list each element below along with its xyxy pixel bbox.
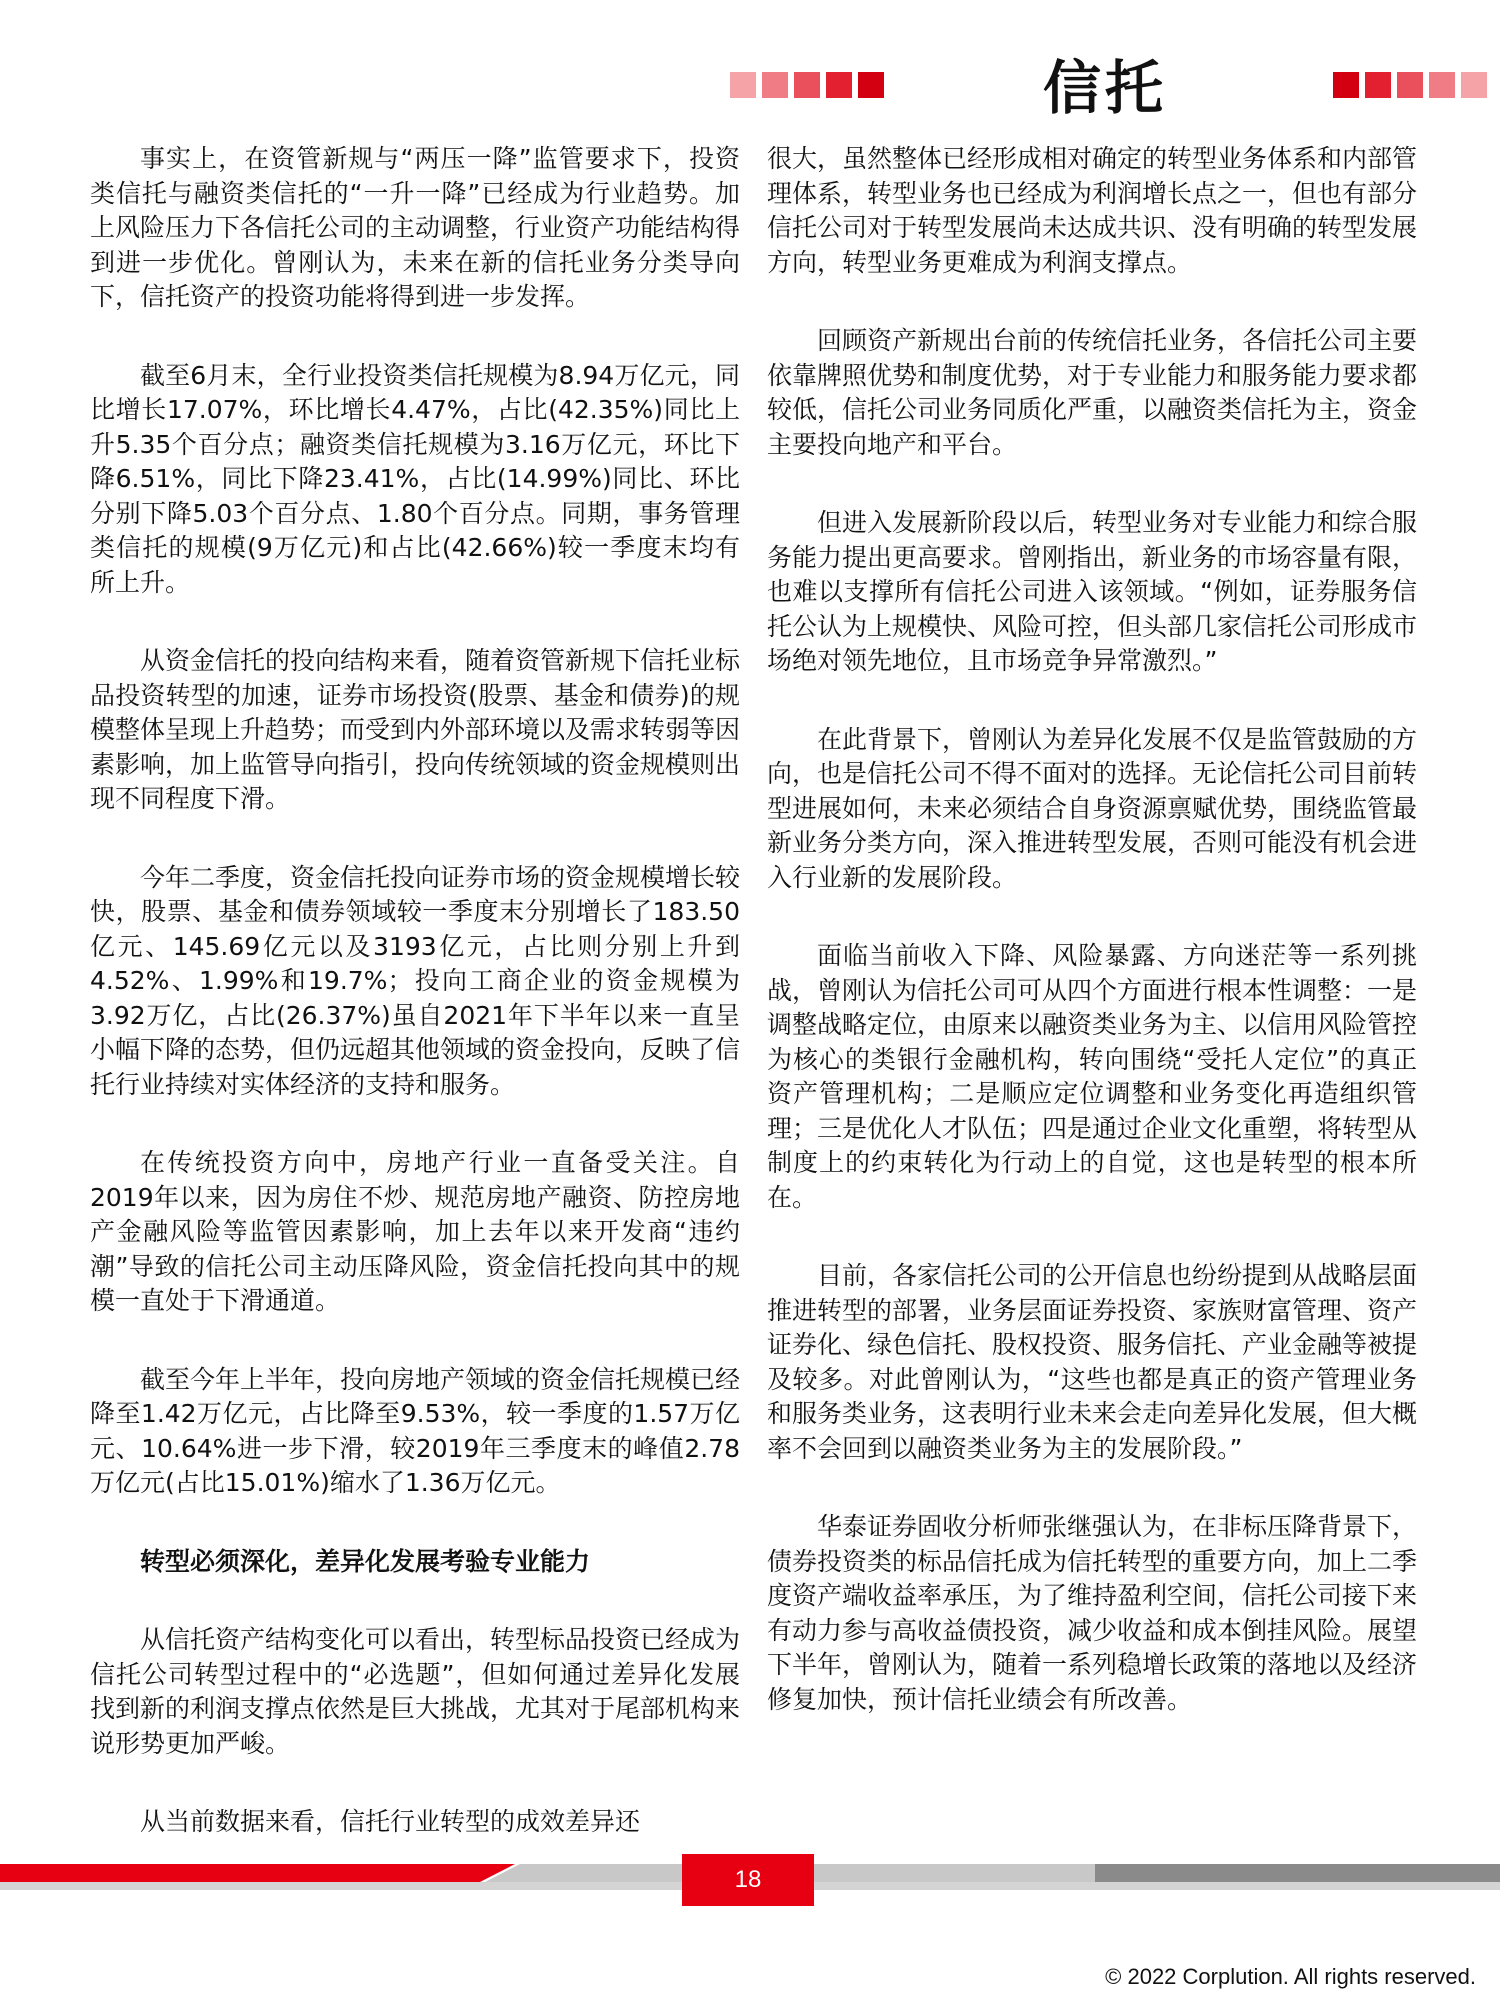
decorative-square	[794, 72, 820, 98]
paragraph: 很大，虽然整体已经形成相对确定的转型业务体系和内部管理体系，转型业务也已经成为利润增长点之一，但也有部分信托公司对于转型发展尚未达成共识、没有明确的转型发展方向，转型业务更难成为利润支撑点。	[767, 144, 1418, 277]
decorative-square	[826, 72, 852, 98]
footer-grey-stripe-dark	[1095, 1864, 1500, 1882]
paragraph: 在传统投资方向中，房地产行业一直备受关注。自2019年以来，因为房住不炒、规范房地产融资、防控房地产金融风险等监管因素影响，加上去年以来开发商“违约潮”导致的信托公司主动压降风险，资金信托投向其中的规模一直处于下滑通道。	[90, 1148, 740, 1315]
footer-red-stripe	[0, 1864, 515, 1882]
decorative-square	[1333, 72, 1359, 98]
paragraph: 回顾资产新规出台前的传统信托业务，各信托公司主要依靠牌照优势和制度优势，对于专业能力和服务能力要求都较低，信托公司业务同质化严重，以融资类信托为主，资金主要投向地产和平台。	[767, 326, 1418, 459]
paragraph: 从当前数据来看，信托行业转型的成效差异还	[140, 1807, 641, 1836]
decorative-square	[1397, 72, 1423, 98]
paragraph: 从信托资产结构变化可以看出，转型标品投资已经成为信托公司转型过程中的“必选题”，但如何通过差异化发展找到新的利润支撑点依然是巨大挑战，尤其对于尾部机构来说形势更加严峻。	[90, 1625, 741, 1758]
decorative-square	[762, 72, 788, 98]
page-number: 18	[682, 1854, 814, 1906]
paragraph: 面临当前收入下降、风险暴露、方向迷茫等一系列挑战，曾刚认为信托公司可从四个方面进行根本性调整：一是调整战略定位，由原来以融资类业务为主、以信用风险管控为核心的类银行金融机构，转向围绕“受托人定位”的真正资产管理机构；二是顺应定位调整和业务变化再造组织管理；三是优化人才队伍；四是通过企业文化重塑，将转型从制度上的约束转化为行动上的自觉，这也是转型的根本所在。	[767, 941, 1418, 1212]
section-subheading: 转型必须深化，差异化发展考验专业能力	[140, 1546, 591, 1576]
decorative-square	[730, 72, 756, 98]
paragraph: 在此背景下，曾刚认为差异化发展不仅是监管鼓励的方向，也是信托公司不得不面对的选择。无论信托公司目前转型进展如何，未来必须结合自身资源禀赋优势，围绕监管最新业务分类方向，深入推进转型发展，否则可能没有机会进入行业新的发展阶段。	[767, 724, 1418, 892]
copyright-notice: © 2022 Corplution. All rights reserved.	[1105, 1964, 1476, 1989]
paragraph: 但进入发展新阶段以后，转型业务对专业能力和综合服务能力提出更高要求。曾刚指出，新业务的市场容量有限，也难以支撑所有信托公司进入该领域。“例如，证券服务信托公认为上规模快、风险可控，但头部几家信托公司形成市场绝对领先地位，且市场竞争异常激烈。”	[767, 508, 1418, 675]
decorative-square	[1461, 72, 1487, 98]
decorative-square	[1365, 72, 1391, 98]
decorative-square	[858, 72, 884, 98]
section-title: 信托	[1042, 54, 1167, 122]
paragraph: 目前，各家信托公司的公开信息也纷纷提到从战略层面推进转型的部署，业务层面证券投资、家族财富管理、资产证券化、绿色信托、股权投资、服务信托、产业金融等被提及较多。对此曾刚认为，“这些也都是真正的资产管理业务和服务类业务，这表明行业未来会走向差异化发展，但大概率不会回到以融资类业务为主的发展阶段。”	[767, 1261, 1418, 1463]
header-decoration-right	[1333, 72, 1487, 98]
paragraph: 今年二季度，资金信托投向证券市场的资金规模增长较快，股票、基金和债券领域较一季度末分别增长了183.50亿元、145.69亿元以及3193亿元，占比则分别上升到4.52%、1.99%和19.7%；投向工商企业的资金规模为3.92万亿，占比(26.37%)虽自2021年下半年以来一直呈小幅下降的态势，但仍远超其他领域的资金投向，反映了信托行业持续对实体经济的支持和服务。	[90, 862, 741, 1099]
paragraph: 从资金信托的投向结构来看，随着资管新规下信托业标品投资转型的加速，证券市场投资(股票、基金和债券)的规模整体呈现上升趋势；而受到内外部环境以及需求转弱等因素影响，加上监管导向指引，投向传统领域的资金规模则出现不同程度下滑。	[90, 646, 741, 813]
paragraph: 华泰证券固收分析师张继强认为，在非标压降背景下，债券投资类的标品信托成为信托转型的重要方向，加上二季度资产端收益率承压，为了维持盈利空间，信托公司接下来有动力参与高收益债投资，减少收益和成本倒挂风险。展望下半年，曾刚认为，随着一系列稳增长政策的落地以及经济修复加快，预计信托业绩会有所改善。	[767, 1512, 1418, 1714]
right-column	[767, 142, 1417, 1761]
paragraph: 截至6月末，全行业投资类信托规模为8.94万亿元，同比增长17.07%，环比增长4.47%，占比(42.35%)同比上升5.35个百分点；融资类信托规模为3.16万亿元，环比下降6.51%，同比下降23.41%，占比(14.99%)同比、环比分别下降5.03个百分点、1.80个百分点。同期，事务管理类信托的规模(9万亿元)和占比(42.66%)较一季度末均有所上升。	[90, 360, 740, 597]
paragraph: 截至今年上半年，投向房地产领域的资金信托规模已经降至1.42万亿元，占比降至9.53%，较一季度的1.57万亿元、10.64%进一步下滑，较2019年三季度末的峰值2.78万亿元(占比15.01%)缩水了1.36万亿元。	[90, 1364, 741, 1497]
left-column	[90, 142, 740, 1884]
header-decoration-left	[730, 72, 884, 98]
decorative-square	[1429, 72, 1455, 98]
paragraph: 事实上，在资管新规与“两压一降”监管要求下，投资类信托与融资类信托的“一升一降”已经成为行业趋势。加上风险压力下各信托公司的主动调整，行业资产功能结构得到进一步优化。曾刚认为，未来在新的信托业务分类导向下，信托资产的投资功能将得到进一步发挥。	[90, 144, 741, 311]
